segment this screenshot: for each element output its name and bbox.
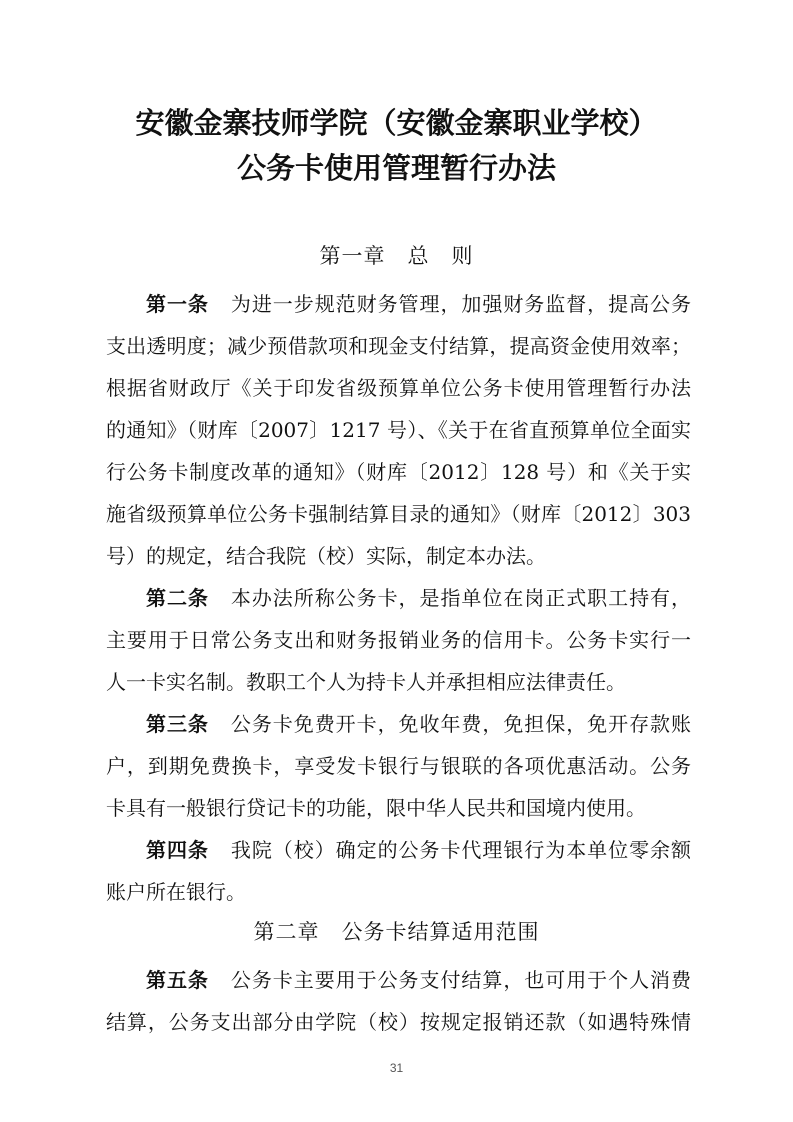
article-3-line-1 bbox=[146, 707, 691, 741]
chapter-heading-2: 第二章 公务卡结算适用范围 bbox=[253, 920, 540, 944]
article-3-label: 第三条 bbox=[146, 712, 209, 736]
article-5-label: 第五条 bbox=[146, 968, 209, 992]
document-title-line-1: 安徽金寨技师学院（安徽金寨职业学校） bbox=[135, 106, 658, 140]
article-1-line-4: 的通知》（财库〔2007〕1217 号）、《关于在省直预算单位全面实 bbox=[106, 418, 691, 442]
article-2-line-1 bbox=[146, 581, 691, 615]
article-5-text: 公务卡主要用于公务支付结算，也可用于个人消费 bbox=[230, 968, 691, 992]
article-4-line-2: 账户所在银行。 bbox=[106, 880, 246, 904]
article-1-text: 为进一步规范财务管理，加强财务监督，提高公务 bbox=[230, 292, 691, 316]
article-1-line-3: 根据省财政厅《关于印发省级预算单位公务卡使用管理暂行办法 bbox=[106, 376, 691, 400]
article-2-line-3: 人一卡实名制。教职工个人为持卡人并承担相应法律责任。 bbox=[106, 670, 626, 694]
article-2-text: 本办法所称公务卡，是指单位在岗正式职工持有， bbox=[230, 586, 691, 610]
article-1-line-1 bbox=[146, 287, 691, 321]
article-1-line-2: 支出透明度；减少预借款项和现金支付结算，提高资金使用效率； bbox=[106, 334, 691, 358]
article-4-label: 第四条 bbox=[146, 838, 209, 862]
article-1-line-6: 施省级预算单位公务卡强制结算目录的通知》（财库〔2012〕303 bbox=[106, 502, 691, 526]
article-3-text: 公务卡免费开卡，免收年费，免担保，免开存款账 bbox=[230, 712, 691, 736]
article-1-line-7: 号）的规定，结合我院（校）实际，制定本办法。 bbox=[106, 544, 546, 568]
article-5-line-1 bbox=[146, 963, 691, 997]
page-number: 31 bbox=[389, 1061, 404, 1075]
document-title-line-2: 公务卡使用管理暂行办法 bbox=[236, 151, 556, 185]
article-4-text: 我院（校）确定的公务卡代理银行为本单位零余额 bbox=[230, 838, 691, 862]
article-5-line-2: 结算，公务支出部分由学院（校）按规定报销还款（如遇特殊情 bbox=[106, 1010, 691, 1034]
article-2-line-2: 主要用于日常公务支出和财务报销业务的信用卡。公务卡实行一 bbox=[106, 628, 691, 652]
article-1-line-5: 行公务卡制度改革的通知》（财库〔2012〕128 号）和《关于实 bbox=[106, 460, 691, 484]
chapter-heading-1: 第一章 总 则 bbox=[319, 244, 474, 268]
article-3-line-2: 户，到期免费换卡，享受发卡银行与银联的各项优惠活动。公务 bbox=[106, 754, 691, 778]
article-2-label: 第二条 bbox=[146, 586, 209, 610]
article-4-line-1 bbox=[146, 833, 691, 867]
article-1-label: 第一条 bbox=[146, 292, 209, 316]
article-3-line-3: 卡具有一般银行贷记卡的功能，限中华人民共和国境内使用。 bbox=[106, 796, 646, 820]
